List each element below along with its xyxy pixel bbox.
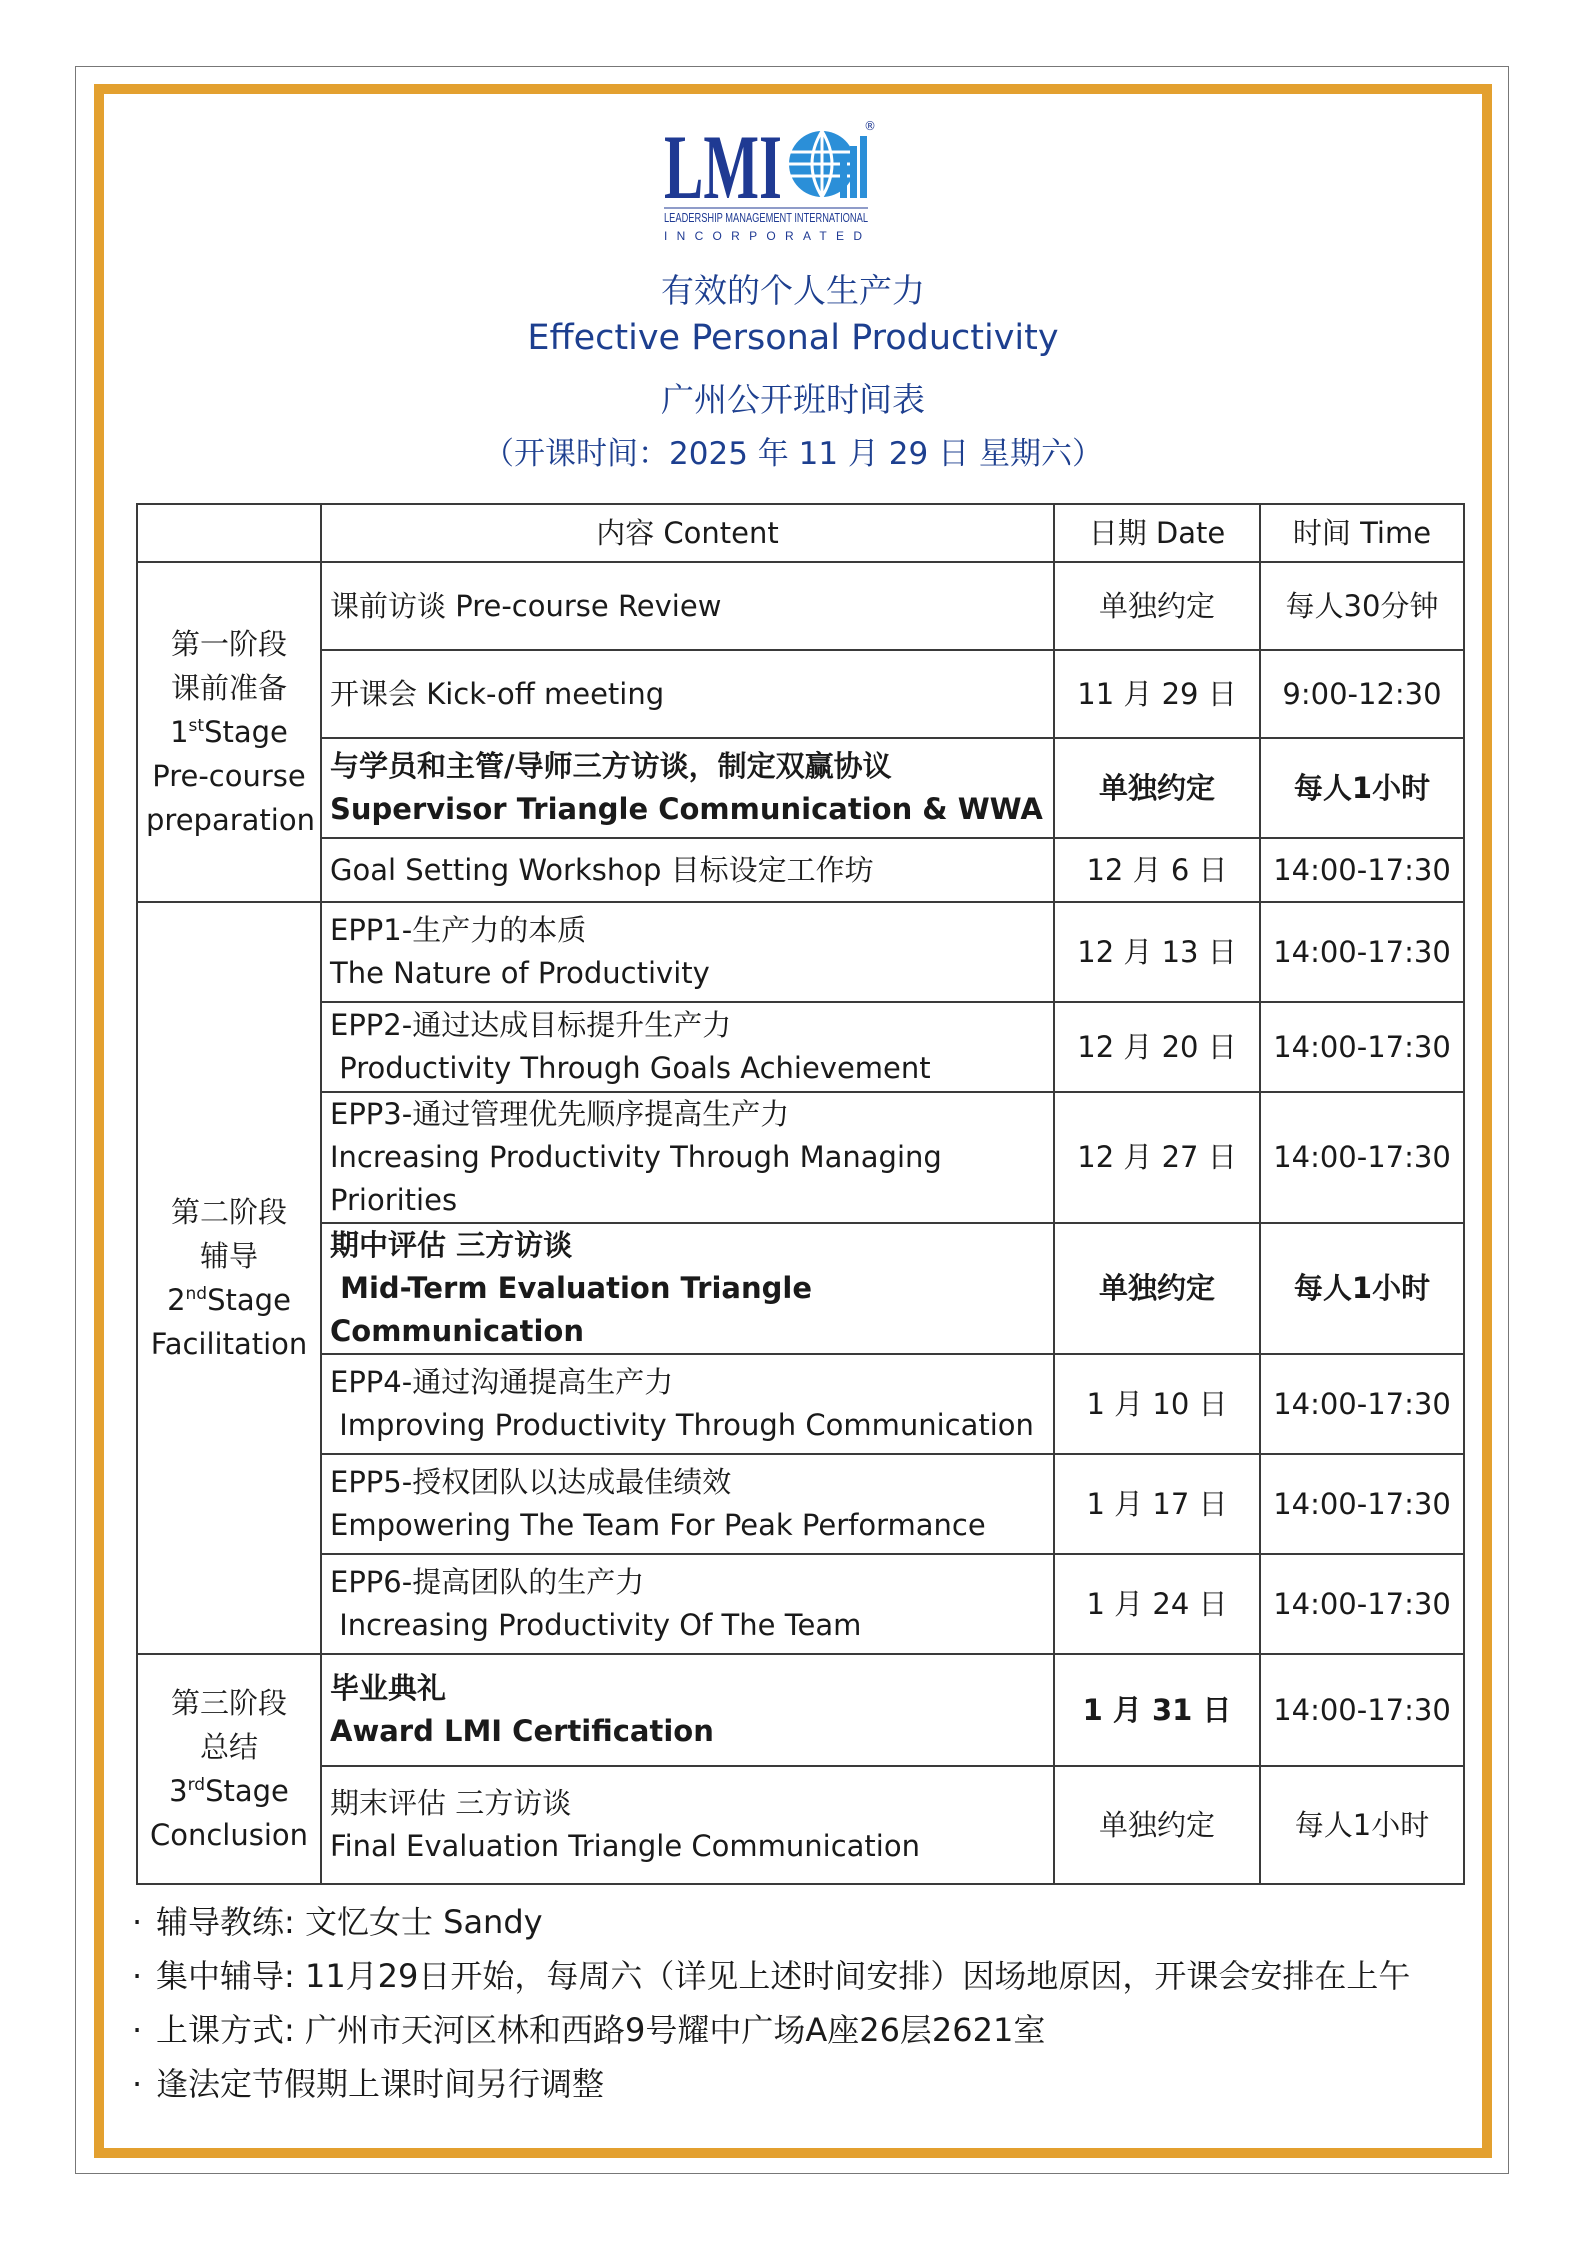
schedule-table — [136, 503, 1465, 1885]
content-en: Supervisor Triangle Communication & WWA — [330, 792, 1043, 826]
date-cell: 1 月 31 日 — [1054, 1654, 1260, 1766]
logo-sub: INCORPORATED — [664, 229, 868, 243]
content-cn: 毕业典礼 — [330, 1671, 447, 1705]
stage-ordinal: st — [188, 716, 205, 736]
header-stage — [137, 504, 321, 562]
content-cell — [321, 562, 1054, 650]
logo-letters: LMI — [664, 116, 782, 218]
content-cell — [321, 738, 1054, 838]
note-text: 逢法定节假期上课时间另行调整 — [156, 2065, 605, 2103]
stage-cn-line: 第二阶段 — [170, 1195, 287, 1229]
note-text: 上课方式: 广州市天河区林和西路9号耀中广场A座26层2621室 — [156, 2011, 1046, 2049]
content-cell — [321, 1554, 1054, 1654]
content-cell — [321, 1223, 1054, 1354]
stage-ordinal: nd — [185, 1284, 208, 1304]
table-row — [137, 1766, 1464, 1884]
note-text: 集中辅导: 11月29日开始，每周六（详见上述时间安排）因场地原因，开课会安排在上午 — [156, 1957, 1411, 1995]
header-date: 日期 Date — [1054, 504, 1260, 562]
time-cell: 每人30分钟 — [1260, 562, 1464, 650]
stage-number: 3 — [169, 1774, 188, 1808]
table-row — [137, 1223, 1464, 1354]
date-cell: 1 月 10 日 — [1054, 1354, 1260, 1454]
date-cell: 1 月 17 日 — [1054, 1454, 1260, 1554]
content-cn: 课前访谈 Pre-course Review — [330, 588, 722, 623]
content-cell — [321, 650, 1054, 738]
content-cell — [321, 1002, 1054, 1092]
bullet-icon: · — [132, 1957, 143, 1995]
date-cell: 12 月 6 日 — [1054, 838, 1260, 902]
stage-label: Stage — [204, 715, 288, 749]
date-cell: 12 月 27 日 — [1054, 1092, 1260, 1223]
content-en: Empowering The Team For Peak Performance — [330, 1508, 986, 1542]
time-cell: 14:00-17:30 — [1260, 1454, 1464, 1554]
time-cell: 14:00-17:30 — [1260, 902, 1464, 1002]
content-cn: 与学员和主管/导师三方访谈，制定双赢协议 — [330, 749, 892, 783]
date-cell: 11 月 29 日 — [1054, 650, 1260, 738]
date-cell: 单独约定 — [1054, 738, 1260, 838]
note-item — [132, 1895, 1410, 1949]
time-cell: 每人1小时 — [1260, 1223, 1464, 1354]
date-cell: 单独约定 — [1054, 562, 1260, 650]
table-row — [137, 1654, 1464, 1766]
content-en: Improving Productivity Through Communication — [330, 1408, 1034, 1442]
title-english: Effective Personal Productivity — [527, 318, 1059, 358]
content-cell — [321, 1354, 1054, 1454]
content-cn: EPP4-通过沟通提高生产力 — [330, 1365, 674, 1399]
table-row — [137, 1092, 1464, 1223]
table-row — [137, 838, 1464, 902]
stage-en-line — [146, 710, 312, 754]
time-cell: 14:00-17:30 — [1260, 838, 1464, 902]
content-en: The Nature of Productivity — [330, 956, 710, 990]
stage-cn-line: 第三阶段 — [170, 1686, 287, 1720]
content-cn: 期中评估 三方访谈 — [330, 1228, 573, 1262]
lmi-logo — [664, 116, 876, 244]
stage-label: Stage — [205, 1774, 289, 1808]
header-content: 内容 Content — [321, 504, 1054, 562]
logo-tagline: LEADERSHIP MANAGEMENT INTERNATIONAL — [664, 210, 868, 225]
notes-list — [132, 1895, 1410, 2111]
table-header-row — [137, 504, 1464, 562]
title-chinese: 有效的个人生产力 — [661, 271, 925, 310]
bullet-icon: · — [132, 2065, 143, 2103]
schedule-body — [137, 562, 1464, 1884]
time-cell: 14:00-17:30 — [1260, 1554, 1464, 1654]
time-cell: 每人1小时 — [1260, 738, 1464, 838]
content-cell — [321, 1454, 1054, 1554]
time-cell: 每人1小时 — [1260, 1766, 1464, 1884]
content-cn: EPP2-通过达成目标提升生产力 — [330, 1008, 732, 1042]
time-cell: 14:00-17:30 — [1260, 1092, 1464, 1223]
stage-en-line — [146, 1769, 312, 1813]
content-en: Productivity Through Goals Achievement — [330, 1051, 931, 1085]
content-cell — [321, 1766, 1054, 1884]
stage-cell — [137, 562, 321, 902]
stage-number: 2 — [167, 1283, 186, 1317]
table-row — [137, 1454, 1464, 1554]
stage-cn-line: 课前准备 — [170, 671, 287, 705]
content-cell — [321, 1092, 1054, 1223]
table-row — [137, 1002, 1464, 1092]
stage-en-name: Facilitation — [150, 1327, 308, 1361]
stage-cn-line: 总结 — [199, 1730, 258, 1764]
table-row — [137, 738, 1464, 838]
note-item — [132, 1949, 1410, 2003]
content-cell — [321, 902, 1054, 1002]
table-row — [137, 902, 1464, 1002]
stage-cell — [137, 1654, 321, 1884]
content-cn: EPP5-授权团队以达成最佳绩效 — [330, 1465, 732, 1499]
table-row — [137, 1354, 1464, 1454]
note-item — [132, 2057, 1410, 2111]
time-cell: 14:00-17:30 — [1260, 1002, 1464, 1092]
stage-en-name: preparation — [146, 803, 315, 837]
stage-number: 1 — [170, 715, 189, 749]
table-row — [137, 650, 1464, 738]
table-row — [137, 562, 1464, 650]
content-cn: EPP3-通过管理优先顺序提高生产力 — [330, 1097, 790, 1131]
content-en: Increasing Productivity Of The Team — [330, 1608, 862, 1642]
note-item — [132, 2003, 1410, 2057]
time-cell: 14:00-17:30 — [1260, 1354, 1464, 1454]
stage-en-name: Conclusion — [149, 1818, 309, 1852]
stage-ordinal: rd — [187, 1775, 206, 1795]
subtitle-chinese: 广州公开班时间表 — [661, 380, 925, 419]
stage-cn-line: 辅导 — [199, 1239, 258, 1273]
lmi-logo-graphic — [664, 116, 876, 244]
date-cell: 单独约定 — [1054, 1766, 1260, 1884]
header-time: 时间 Time — [1260, 504, 1464, 562]
content-cell — [321, 838, 1054, 902]
content-cell — [321, 1654, 1054, 1766]
date-cell: 单独约定 — [1054, 1223, 1260, 1354]
note-text: 辅导教练: 文忆女士 Sandy — [156, 1903, 543, 1941]
stage-en-name: Pre-course — [152, 759, 306, 793]
content-cn: 期末评估 三方访谈 — [330, 1786, 572, 1820]
bullet-icon: · — [132, 1903, 143, 1941]
start-date: （开课时间：2025 年 11 月 29 日 星期六） — [483, 436, 1103, 472]
stage-cell — [137, 902, 321, 1654]
content-en: Award LMI Certification — [330, 1714, 714, 1748]
content-en: Mid-Term Evaluation Triangle Communication — [330, 1271, 823, 1348]
date-cell: 12 月 13 日 — [1054, 902, 1260, 1002]
stage-label: Stage — [207, 1283, 291, 1317]
time-cell: 14:00-17:30 — [1260, 1654, 1464, 1766]
bullet-icon: · — [132, 2011, 143, 2049]
content-cn: 开课会 Kick-off meeting — [330, 676, 665, 711]
stage-cn-line: 第一阶段 — [170, 627, 287, 661]
content-cn: EPP1-生产力的本质 — [330, 913, 587, 947]
content-en: Increasing Productivity Through Managing Priorities — [330, 1140, 952, 1217]
date-cell: 12 月 20 日 — [1054, 1002, 1260, 1092]
time-cell: 9:00-12:30 — [1260, 650, 1464, 738]
registered-mark: ® — [864, 119, 876, 133]
content-cn: EPP6-提高团队的生产力 — [330, 1565, 645, 1599]
stage-en-line — [146, 1278, 312, 1322]
content-cn: Goal Setting Workshop 目标设定工作坊 — [330, 852, 874, 887]
date-cell: 1 月 24 日 — [1054, 1554, 1260, 1654]
content-en: Final Evaluation Triangle Communication — [330, 1829, 920, 1863]
table-row — [137, 1554, 1464, 1654]
